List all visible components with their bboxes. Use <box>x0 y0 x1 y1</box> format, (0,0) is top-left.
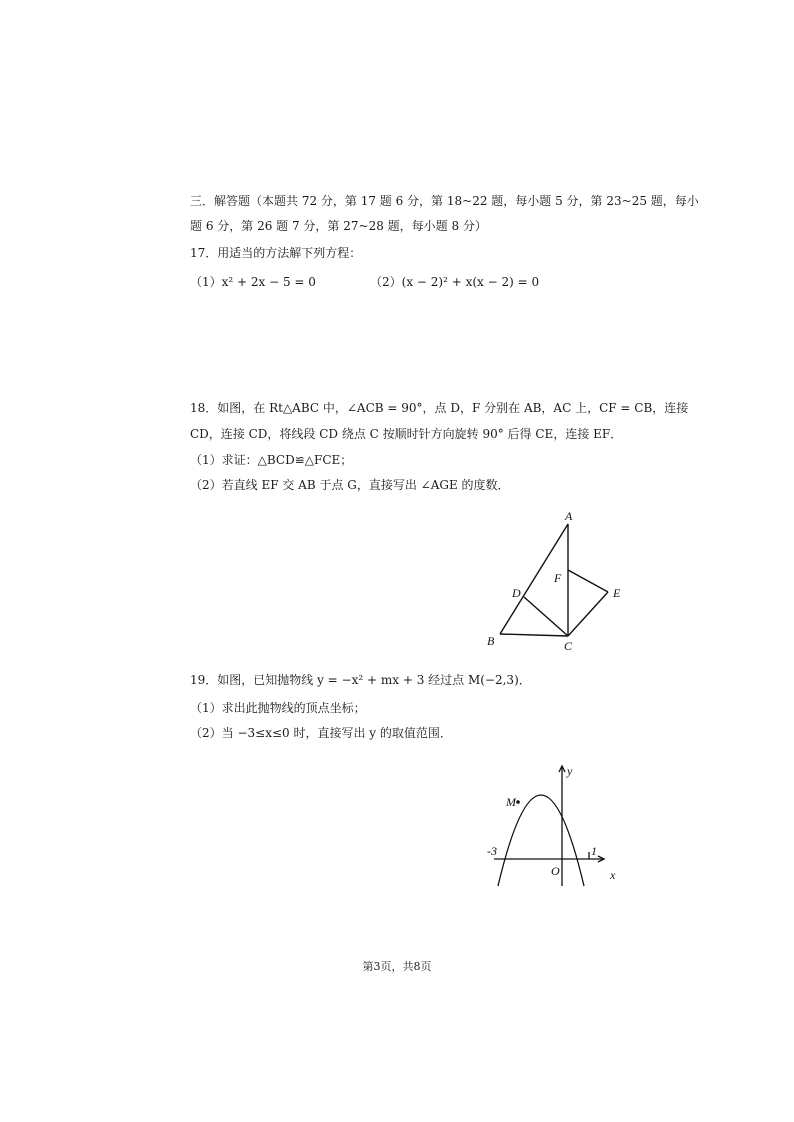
label-neg3: -3 <box>487 844 497 858</box>
section-heading-line1: 三．解答题（本题共 72 分，第 17 题 6 分，第 18~22 题，每小题 5 分，第 23~25 题，每小 <box>190 194 699 208</box>
label-one: 1 <box>591 844 597 858</box>
point-M <box>516 800 520 804</box>
q18-part2: （2）若直线 EF 交 AB 于点 G，直接写出 ∠AGE 的度数． <box>190 478 510 492</box>
label-O: O <box>551 864 560 878</box>
section-heading-line2: 题 6 分，第 26 题 7 分，第 27~28 题，每小题 8 分） <box>190 219 487 233</box>
segment-BC <box>500 634 568 636</box>
page-footer: 第3页，共8页 <box>362 960 432 973</box>
label-C: C <box>564 639 573 653</box>
label-y: y <box>567 764 573 778</box>
q19-part2: （2）当 −3≤x≤0 时，直接写出 y 的取值范围． <box>190 726 452 740</box>
q19-parabola-figure <box>478 758 628 888</box>
q18-triangle-figure <box>470 500 640 660</box>
segment-EF <box>568 570 608 592</box>
segment-CD <box>524 597 568 636</box>
q18-line2: CD，连接 CD，将线段 CD 绕点 C 按顺时针方向旋转 90° 后得 CE，连接 EF． <box>190 427 623 441</box>
q19-line1: 19．如图，已知抛物线 y = −x² + mx + 3 经过点 M(−2,3)． <box>190 673 531 687</box>
q17-stem: 17．用适当的方法解下列方程： <box>190 246 362 260</box>
label-x: x <box>610 868 616 882</box>
q19-part1: （1）求出此抛物线的顶点坐标； <box>190 701 366 715</box>
q18-line1: 18．如图，在 Rt△ABC 中，∠ACB = 90°，点 D，F 分别在 AB，AC 上，CF = CB，连接 <box>190 401 689 415</box>
q17-part1: （1）x² + 2x − 5 = 0 <box>190 275 316 289</box>
q17-part2: （2）(x − 2)² + x(x − 2) = 0 <box>370 275 540 289</box>
q18-part1: （1）求证：△BCD≌△FCE； <box>190 453 353 467</box>
label-D: D <box>512 586 521 600</box>
segment-CE <box>568 592 608 636</box>
label-F: F <box>554 571 562 585</box>
label-A: A <box>565 509 573 523</box>
label-E: E <box>613 586 621 600</box>
label-B: B <box>487 634 495 648</box>
label-M: M <box>506 795 516 809</box>
